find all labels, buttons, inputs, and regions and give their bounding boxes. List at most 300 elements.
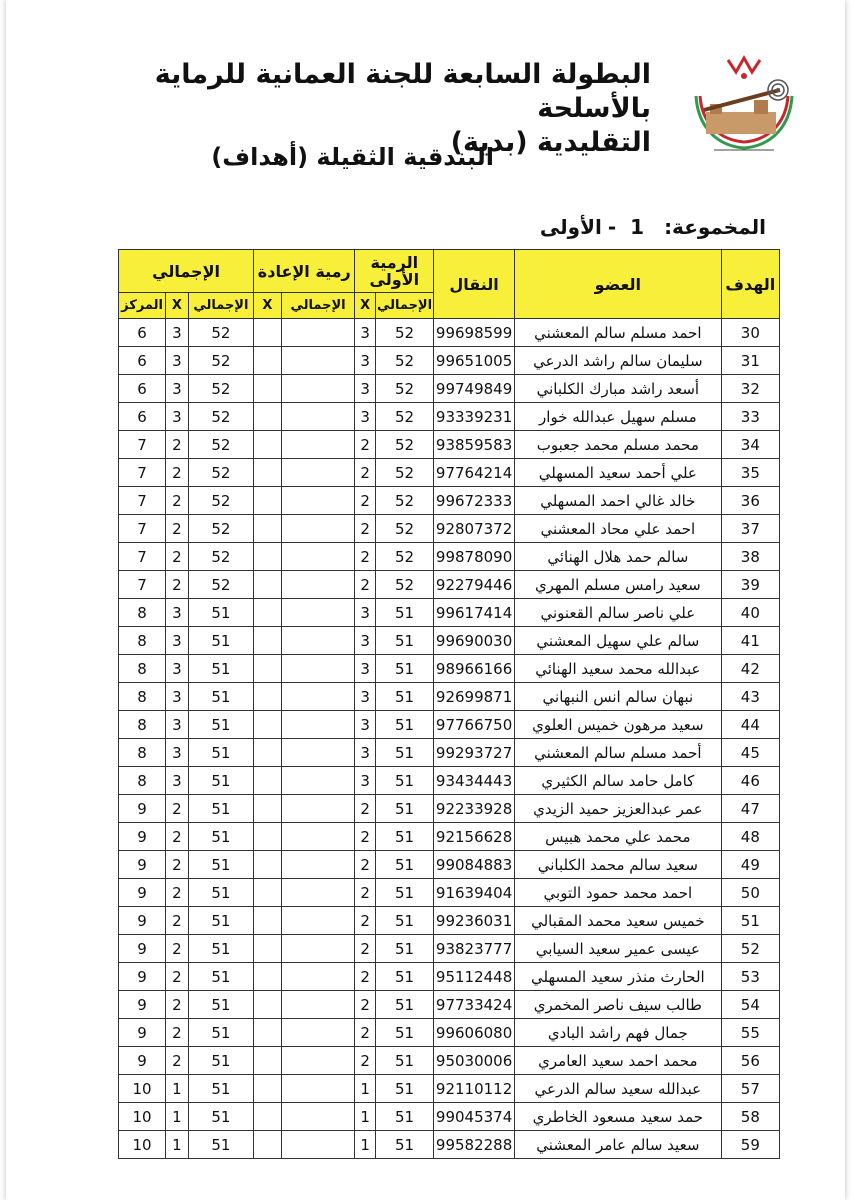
member-cell: حمد سعيد مسعود الخاطري xyxy=(515,1103,722,1131)
first-total-cell: 51 xyxy=(375,879,433,907)
first-total-cell: 51 xyxy=(375,627,433,655)
reshoot-x-cell xyxy=(254,319,282,347)
total-x-cell: 2 xyxy=(166,851,189,879)
first-x-cell: 2 xyxy=(355,823,375,851)
total-cell: 51 xyxy=(188,879,253,907)
member-cell: احمد علي محاد المعشني xyxy=(515,515,722,543)
first-x-cell: 2 xyxy=(355,1019,375,1047)
total-x-cell: 2 xyxy=(166,1019,189,1047)
total-x-cell: 3 xyxy=(166,627,189,655)
total-cell: 52 xyxy=(188,319,253,347)
target-cell: 53 xyxy=(721,963,779,991)
table-row xyxy=(119,963,780,991)
table-row xyxy=(119,1131,780,1159)
total-cell: 51 xyxy=(188,795,253,823)
reshoot-total-cell xyxy=(281,1131,355,1159)
reshoot-total-cell xyxy=(281,795,355,823)
first-total-cell: 51 xyxy=(375,683,433,711)
first-total-cell: 51 xyxy=(375,739,433,767)
document-title-line1: البطولة السابعة للجنة العمانية للرماية بالأسلحة xyxy=(154,59,651,124)
first-x-cell: 2 xyxy=(355,907,375,935)
rank-cell: 7 xyxy=(119,459,166,487)
total-x-cell: 2 xyxy=(166,935,189,963)
first-x-cell: 3 xyxy=(355,711,375,739)
first-x-cell: 2 xyxy=(355,515,375,543)
total-cell: 51 xyxy=(188,683,253,711)
phone-cell: 92699871 xyxy=(434,683,515,711)
total-x-cell: 1 xyxy=(166,1075,189,1103)
reshoot-total-cell xyxy=(281,739,355,767)
target-cell: 54 xyxy=(721,991,779,1019)
reshoot-total-cell xyxy=(281,403,355,431)
sub-reshoot-x: X xyxy=(254,293,282,319)
reshoot-total-cell xyxy=(281,655,355,683)
member-cell: خميس سعيد محمد المقبالي xyxy=(515,907,722,935)
first-x-cell: 3 xyxy=(355,403,375,431)
table-row xyxy=(119,599,780,627)
target-cell: 33 xyxy=(721,403,779,431)
sub-rank: المركز xyxy=(119,293,166,319)
table-row xyxy=(119,851,780,879)
total-cell: 51 xyxy=(188,851,253,879)
first-x-cell: 2 xyxy=(355,459,375,487)
total-x-cell: 3 xyxy=(166,711,189,739)
target-cell: 48 xyxy=(721,823,779,851)
first-x-cell: 2 xyxy=(355,431,375,459)
group-label: المخموعة: xyxy=(664,215,766,239)
target-cell: 56 xyxy=(721,1047,779,1075)
reshoot-x-cell xyxy=(254,711,282,739)
event-subtitle: البندقية الثقيلة (أهداف) xyxy=(211,143,494,171)
first-total-cell: 51 xyxy=(375,963,433,991)
member-cell: جمال فهم راشد البادي xyxy=(515,1019,722,1047)
sub-total-x: X xyxy=(166,293,189,319)
reshoot-x-cell xyxy=(254,1103,282,1131)
rank-cell: 8 xyxy=(119,739,166,767)
total-x-cell: 2 xyxy=(166,879,189,907)
first-x-cell: 3 xyxy=(355,599,375,627)
reshoot-x-cell xyxy=(254,375,282,403)
table-row xyxy=(119,571,780,599)
member-cell: احمد مسلم سالم المعشني xyxy=(515,319,722,347)
reshoot-x-cell xyxy=(254,347,282,375)
total-cell: 51 xyxy=(188,1075,253,1103)
sub-first-x: X xyxy=(355,293,375,319)
first-x-cell: 2 xyxy=(355,991,375,1019)
first-total-cell: 51 xyxy=(375,711,433,739)
reshoot-x-cell xyxy=(254,907,282,935)
total-cell: 52 xyxy=(188,515,253,543)
first-x-cell: 2 xyxy=(355,1047,375,1075)
rank-cell: 8 xyxy=(119,767,166,795)
first-total-cell: 51 xyxy=(375,1103,433,1131)
total-cell: 51 xyxy=(188,1103,253,1131)
member-cell: خالد غالي احمد المسهلي xyxy=(515,487,722,515)
member-cell: محمد مسلم محمد جعبوب xyxy=(515,431,722,459)
first-total-cell: 52 xyxy=(375,431,433,459)
phone-cell: 99651005 xyxy=(434,347,515,375)
reshoot-x-cell xyxy=(254,543,282,571)
first-total-cell: 51 xyxy=(375,935,433,963)
table-row xyxy=(119,823,780,851)
first-x-cell: 3 xyxy=(355,347,375,375)
col-target-header: الهدف xyxy=(721,250,779,319)
first-total-cell: 51 xyxy=(375,1019,433,1047)
document-title-line2: التقليدية (بدية) xyxy=(450,127,651,158)
phone-cell: 93434443 xyxy=(434,767,515,795)
first-total-cell: 52 xyxy=(375,487,433,515)
first-total-cell: 52 xyxy=(375,571,433,599)
first-total-cell: 52 xyxy=(375,403,433,431)
table-row xyxy=(119,1047,780,1075)
reshoot-x-cell xyxy=(254,599,282,627)
phone-cell: 92807372 xyxy=(434,515,515,543)
reshoot-total-cell xyxy=(281,683,355,711)
rank-cell: 9 xyxy=(119,935,166,963)
phone-cell: 98966166 xyxy=(434,655,515,683)
first-x-cell: 2 xyxy=(355,487,375,515)
first-x-cell: 3 xyxy=(355,375,375,403)
total-x-cell: 3 xyxy=(166,739,189,767)
phone-cell: 97764214 xyxy=(434,459,515,487)
reshoot-x-cell xyxy=(254,487,282,515)
phone-cell: 99749849 xyxy=(434,375,515,403)
total-cell: 51 xyxy=(188,963,253,991)
total-x-cell: 2 xyxy=(166,991,189,1019)
total-cell: 51 xyxy=(188,823,253,851)
table-row xyxy=(119,907,780,935)
reshoot-total-cell xyxy=(281,571,355,599)
reshoot-x-cell xyxy=(254,795,282,823)
first-x-cell: 2 xyxy=(355,879,375,907)
target-cell: 47 xyxy=(721,795,779,823)
total-x-cell: 3 xyxy=(166,319,189,347)
col-member-header: العضو xyxy=(515,250,722,319)
target-cell: 44 xyxy=(721,711,779,739)
first-total-cell: 52 xyxy=(375,515,433,543)
reshoot-total-cell xyxy=(281,319,355,347)
member-cell: عبدالله سعيد سالم الدرعي xyxy=(515,1075,722,1103)
phone-cell: 99690030 xyxy=(434,627,515,655)
first-x-cell: 2 xyxy=(355,935,375,963)
reshoot-total-cell xyxy=(281,1103,355,1131)
total-cell: 52 xyxy=(188,543,253,571)
target-cell: 32 xyxy=(721,375,779,403)
first-total-cell: 51 xyxy=(375,823,433,851)
target-cell: 58 xyxy=(721,1103,779,1131)
member-cell: محمد علي محمد هبيس xyxy=(515,823,722,851)
reshoot-x-cell xyxy=(254,991,282,1019)
total-x-cell: 3 xyxy=(166,403,189,431)
target-cell: 30 xyxy=(721,319,779,347)
total-x-cell: 3 xyxy=(166,655,189,683)
member-cell: علي أحمد سعيد المسهلي xyxy=(515,459,722,487)
member-cell: سالم حمد هلال الهنائي xyxy=(515,543,722,571)
first-x-cell: 3 xyxy=(355,767,375,795)
first-x-cell: 3 xyxy=(355,627,375,655)
target-cell: 50 xyxy=(721,879,779,907)
first-total-cell: 51 xyxy=(375,991,433,1019)
reshoot-total-cell xyxy=(281,823,355,851)
reshoot-x-cell xyxy=(254,655,282,683)
rank-cell: 7 xyxy=(119,543,166,571)
first-x-cell: 1 xyxy=(355,1103,375,1131)
reshoot-total-cell xyxy=(281,1075,355,1103)
committee-logo xyxy=(684,50,804,155)
phone-cell: 99293727 xyxy=(434,739,515,767)
rank-cell: 10 xyxy=(119,1131,166,1159)
member-cell: محمد احمد سعيد العامري xyxy=(515,1047,722,1075)
target-cell: 42 xyxy=(721,655,779,683)
rank-cell: 7 xyxy=(119,571,166,599)
table-row xyxy=(119,991,780,1019)
total-cell: 52 xyxy=(188,487,253,515)
member-cell: سالم علي سهيل المعشني xyxy=(515,627,722,655)
phone-cell: 99236031 xyxy=(434,907,515,935)
table-row xyxy=(119,683,780,711)
table-row xyxy=(119,1019,780,1047)
phone-cell: 99582288 xyxy=(434,1131,515,1159)
member-cell: علي ناصر سالم القعنوني xyxy=(515,599,722,627)
target-cell: 31 xyxy=(721,347,779,375)
phone-cell: 93859583 xyxy=(434,431,515,459)
member-cell: عيسى عمير سعيد السيابي xyxy=(515,935,722,963)
total-x-cell: 2 xyxy=(166,515,189,543)
reshoot-total-cell xyxy=(281,543,355,571)
total-cell: 52 xyxy=(188,431,253,459)
target-cell: 36 xyxy=(721,487,779,515)
first-total-cell: 52 xyxy=(375,459,433,487)
reshoot-x-cell xyxy=(254,1047,282,1075)
target-cell: 43 xyxy=(721,683,779,711)
reshoot-x-cell xyxy=(254,767,282,795)
results-body xyxy=(119,319,780,1159)
reshoot-x-cell xyxy=(254,683,282,711)
rank-cell: 9 xyxy=(119,907,166,935)
phone-cell: 92110112 xyxy=(434,1075,515,1103)
total-cell: 52 xyxy=(188,347,253,375)
member-cell: عبدالله محمد سعيد الهنائي xyxy=(515,655,722,683)
member-cell: سعيد سالم عامر المعشني xyxy=(515,1131,722,1159)
target-cell: 40 xyxy=(721,599,779,627)
total-x-cell: 3 xyxy=(166,347,189,375)
first-total-cell: 52 xyxy=(375,543,433,571)
col-phone-header: النقال xyxy=(434,250,515,319)
total-cell: 51 xyxy=(188,627,253,655)
table-row xyxy=(119,1075,780,1103)
rank-cell: 6 xyxy=(119,403,166,431)
group-number: 1 xyxy=(630,215,645,239)
total-x-cell: 2 xyxy=(166,487,189,515)
member-cell: كامل حامد سالم الكثيري xyxy=(515,767,722,795)
rank-cell: 9 xyxy=(119,991,166,1019)
member-cell: سعيد مرهون خميس العلوي xyxy=(515,711,722,739)
total-cell: 52 xyxy=(188,403,253,431)
total-cell: 51 xyxy=(188,907,253,935)
table-row xyxy=(119,347,780,375)
first-total-cell: 51 xyxy=(375,1047,433,1075)
member-cell: نبهان سالم انس النبهاني xyxy=(515,683,722,711)
table-row xyxy=(119,1103,780,1131)
reshoot-x-cell xyxy=(254,935,282,963)
first-total-cell: 51 xyxy=(375,1075,433,1103)
first-total-cell: 52 xyxy=(375,375,433,403)
reshoot-x-cell xyxy=(254,627,282,655)
first-total-cell: 51 xyxy=(375,599,433,627)
reshoot-total-cell xyxy=(281,851,355,879)
reshoot-x-cell xyxy=(254,823,282,851)
reshoot-total-cell xyxy=(281,879,355,907)
first-total-cell: 51 xyxy=(375,795,433,823)
phone-cell: 92233928 xyxy=(434,795,515,823)
total-cell: 52 xyxy=(188,571,253,599)
rank-cell: 8 xyxy=(119,683,166,711)
total-x-cell: 2 xyxy=(166,795,189,823)
table-row xyxy=(119,543,780,571)
reshoot-x-cell xyxy=(254,1075,282,1103)
table-row xyxy=(119,655,780,683)
rank-cell: 9 xyxy=(119,963,166,991)
reshoot-x-cell xyxy=(254,963,282,991)
total-cell: 51 xyxy=(188,1047,253,1075)
target-cell: 59 xyxy=(721,1131,779,1159)
reshoot-total-cell xyxy=(281,599,355,627)
rank-cell: 9 xyxy=(119,823,166,851)
reshoot-total-cell xyxy=(281,935,355,963)
group-reshoot-header: رمية الإعادة xyxy=(254,250,355,293)
first-x-cell: 1 xyxy=(355,1075,375,1103)
first-total-cell: 51 xyxy=(375,767,433,795)
reshoot-total-cell xyxy=(281,991,355,1019)
total-x-cell: 3 xyxy=(166,767,189,795)
member-cell: سعيد سالم محمد الكلباني xyxy=(515,851,722,879)
table-row xyxy=(119,711,780,739)
member-cell: احمد محمد حمود التوبي xyxy=(515,879,722,907)
total-x-cell: 2 xyxy=(166,823,189,851)
group-total-header: الإجمالي xyxy=(119,250,254,293)
total-cell: 51 xyxy=(188,767,253,795)
reshoot-x-cell xyxy=(254,571,282,599)
first-x-cell: 2 xyxy=(355,795,375,823)
member-cell: أحمد مسلم سالم المعشني xyxy=(515,739,722,767)
rank-cell: 7 xyxy=(119,515,166,543)
phone-cell: 99617414 xyxy=(434,599,515,627)
first-x-cell: 2 xyxy=(355,851,375,879)
phone-cell: 97766750 xyxy=(434,711,515,739)
rank-cell: 8 xyxy=(119,711,166,739)
total-x-cell: 2 xyxy=(166,907,189,935)
total-cell: 51 xyxy=(188,739,253,767)
first-x-cell: 3 xyxy=(355,655,375,683)
table-row xyxy=(119,487,780,515)
member-cell: مسلم سهيل عبدالله خوار xyxy=(515,403,722,431)
total-cell: 51 xyxy=(188,935,253,963)
phone-cell: 99606080 xyxy=(434,1019,515,1047)
first-total-cell: 51 xyxy=(375,907,433,935)
sub-reshoot-total: الإجمالي xyxy=(281,293,355,319)
reshoot-total-cell xyxy=(281,1019,355,1047)
target-cell: 55 xyxy=(721,1019,779,1047)
rank-cell: 10 xyxy=(119,1075,166,1103)
first-x-cell: 2 xyxy=(355,963,375,991)
member-cell: عمر عبدالعزيز حميد الزيدي xyxy=(515,795,722,823)
target-cell: 39 xyxy=(721,571,779,599)
group-heading xyxy=(534,215,766,239)
reshoot-total-cell xyxy=(281,347,355,375)
target-cell: 37 xyxy=(721,515,779,543)
target-cell: 46 xyxy=(721,767,779,795)
first-x-cell: 1 xyxy=(355,1131,375,1159)
total-cell: 51 xyxy=(188,655,253,683)
reshoot-total-cell xyxy=(281,767,355,795)
phone-cell: 99045374 xyxy=(434,1103,515,1131)
sub-total-total: الإجمالي xyxy=(188,293,253,319)
first-x-cell: 3 xyxy=(355,319,375,347)
member-cell: أسعد راشد مبارك الكلباني xyxy=(515,375,722,403)
table-row xyxy=(119,515,780,543)
reshoot-total-cell xyxy=(281,1047,355,1075)
total-x-cell: 2 xyxy=(166,571,189,599)
target-cell: 34 xyxy=(721,431,779,459)
table-row xyxy=(119,739,780,767)
table-row xyxy=(119,935,780,963)
phone-cell: 95112448 xyxy=(434,963,515,991)
table-row xyxy=(119,319,780,347)
target-cell: 57 xyxy=(721,1075,779,1103)
total-cell: 52 xyxy=(188,375,253,403)
reshoot-total-cell xyxy=(281,963,355,991)
reshoot-total-cell xyxy=(281,431,355,459)
target-cell: 41 xyxy=(721,627,779,655)
rank-cell: 9 xyxy=(119,1047,166,1075)
first-x-cell: 3 xyxy=(355,683,375,711)
reshoot-x-cell xyxy=(254,739,282,767)
first-x-cell: 3 xyxy=(355,739,375,767)
rank-cell: 9 xyxy=(119,851,166,879)
table-row xyxy=(119,767,780,795)
phone-cell: 97733424 xyxy=(434,991,515,1019)
phone-cell: 91639404 xyxy=(434,879,515,907)
reshoot-total-cell xyxy=(281,487,355,515)
table-row xyxy=(119,431,780,459)
target-cell: 45 xyxy=(721,739,779,767)
rank-cell: 6 xyxy=(119,319,166,347)
sub-first-total: الإجمالي xyxy=(375,293,433,319)
first-total-cell: 52 xyxy=(375,319,433,347)
rank-cell: 9 xyxy=(119,1019,166,1047)
target-cell: 51 xyxy=(721,907,779,935)
reshoot-x-cell xyxy=(254,403,282,431)
phone-cell: 92156628 xyxy=(434,823,515,851)
target-cell: 49 xyxy=(721,851,779,879)
total-cell: 51 xyxy=(188,1131,253,1159)
phone-cell: 95030006 xyxy=(434,1047,515,1075)
group-dash: - xyxy=(607,215,617,239)
total-cell: 51 xyxy=(188,711,253,739)
rank-cell: 8 xyxy=(119,627,166,655)
first-total-cell: 51 xyxy=(375,1131,433,1159)
rank-cell: 9 xyxy=(119,879,166,907)
total-cell: 51 xyxy=(188,1019,253,1047)
total-x-cell: 1 xyxy=(166,1131,189,1159)
group-first-header: الرمية الأولى xyxy=(355,250,434,293)
rank-cell: 8 xyxy=(119,655,166,683)
first-total-cell: 52 xyxy=(375,347,433,375)
rank-cell: 8 xyxy=(119,599,166,627)
rank-cell: 7 xyxy=(119,431,166,459)
first-x-cell: 2 xyxy=(355,543,375,571)
phone-cell: 99672333 xyxy=(434,487,515,515)
